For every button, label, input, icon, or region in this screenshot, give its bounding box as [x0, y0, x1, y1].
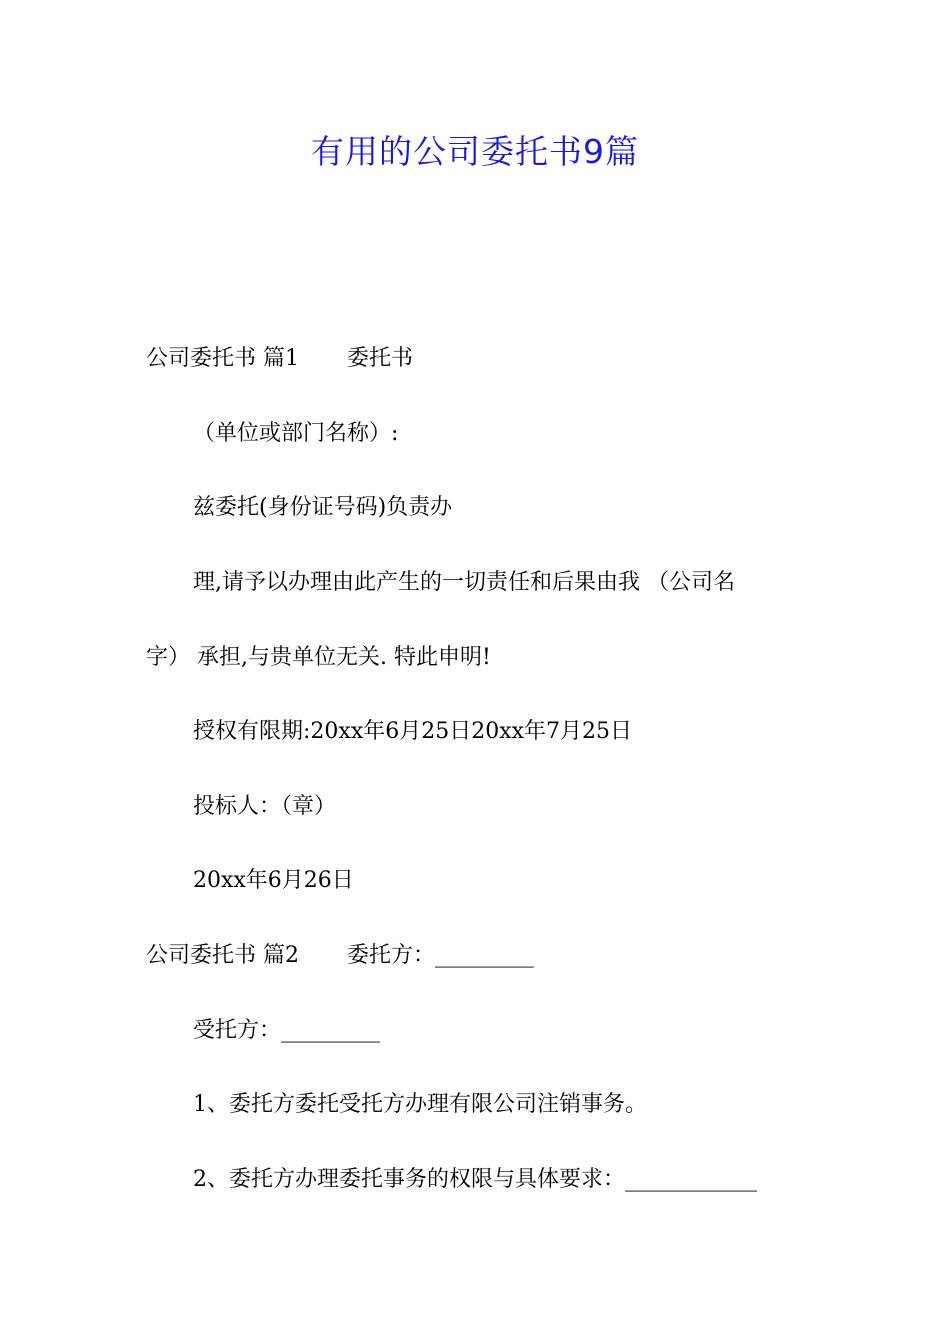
body-line-3: 字） 承担,与贵单位无关. 特此申明! — [146, 645, 491, 670]
body-line-2: 理,请予以办理由此产生的一切责任和后果由我 （公司名 — [193, 570, 735, 595]
date-line: 20xx年6月26日 — [193, 868, 354, 893]
section-1-heading-line — [146, 342, 413, 376]
section-1-subtitle: 委托书 — [347, 346, 414, 371]
trustee-line: 受托方：_________ — [193, 1018, 381, 1043]
client-line: 委托方：_________ — [347, 943, 535, 968]
item-1: 1、委托方委托受托方办理有限公司注销事务。 — [193, 1092, 647, 1117]
bidder-line: 投标人：（章） — [193, 794, 337, 819]
authorization-period: 授权有限期:20xx年6月25日20xx年7月25日 — [193, 719, 633, 744]
addressee-line: （单位或部门名称）: — [193, 421, 399, 446]
section-2-heading: 公司委托书 篇2 — [146, 943, 299, 968]
item-2: 2、委托方办理委托事务的权限与具体要求：____________ — [193, 1167, 757, 1192]
section-1-heading: 公司委托书 篇1 — [146, 346, 299, 371]
section-2-heading-line — [146, 939, 534, 973]
document-title: 有用的公司委托书9篇 — [311, 132, 639, 171]
body-line-1: 兹委托(身份证号码)负责办 — [193, 495, 453, 520]
